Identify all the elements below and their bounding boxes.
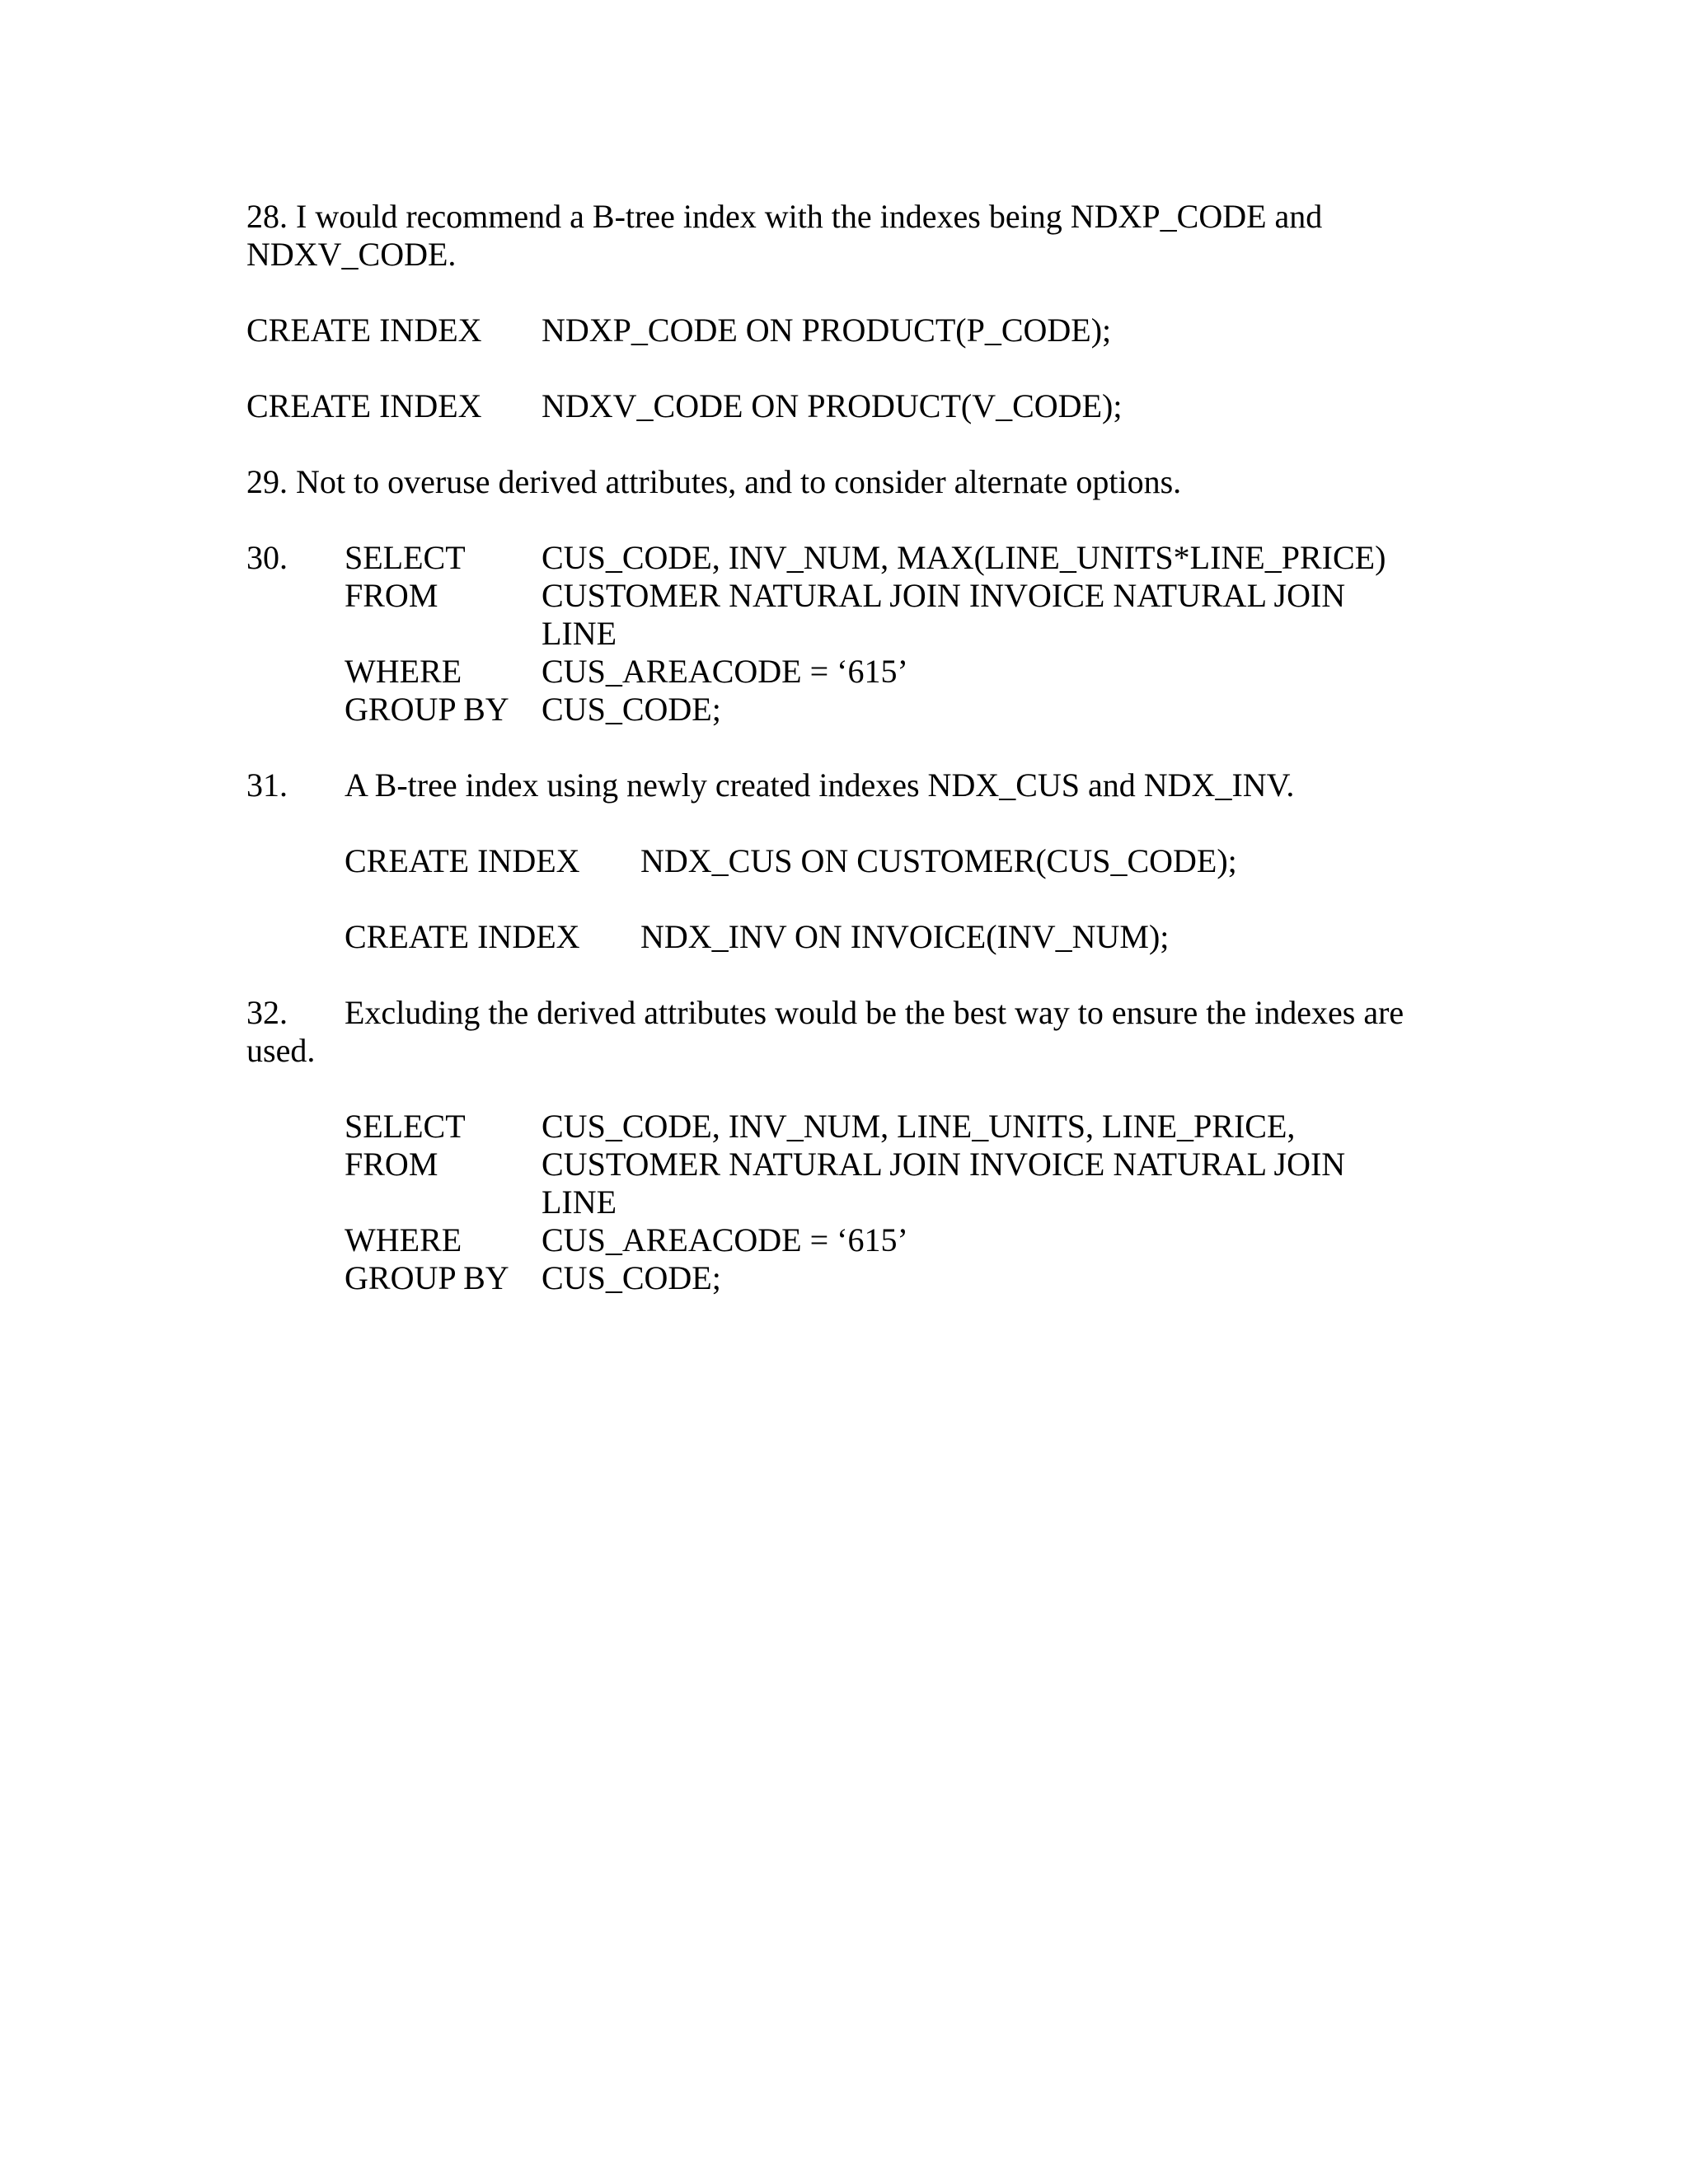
q32-number: 32.	[246, 994, 288, 1031]
q29-text: 29. Not to overuse derived attributes, and to consider alternate options.	[246, 463, 1182, 500]
q30-select-argument: CUS_CODE, INV_NUM, MAX(LINE_UNITS*LINE_PRICE)	[542, 539, 1386, 576]
q32-select-argument: CUS_CODE, INV_NUM, LINE_UNITS, LINE_PRICE,	[542, 1108, 1296, 1145]
q30-from-keyword: FROM	[345, 577, 438, 614]
q31-stmt1-keyword: CREATE INDEX	[345, 842, 580, 879]
q32-text-line2: used.	[246, 1032, 316, 1069]
q32-where-keyword: WHERE	[345, 1221, 462, 1258]
q28-text-line1: 28. I would recommend a B-tree index with the indexes being NDXP_CODE and	[246, 198, 1323, 235]
q28-text-line2: NDXV_CODE.	[246, 236, 457, 273]
q31-stmt1-argument: NDX_CUS ON CUSTOMER(CUS_CODE);	[640, 842, 1237, 879]
q28-stmt1-keyword: CREATE INDEX	[246, 312, 482, 349]
q28-stmt1-argument: NDXP_CODE ON PRODUCT(P_CODE);	[542, 312, 1112, 349]
q32-text-line1: Excluding the derived attributes would be the best way to ensure the indexes are	[345, 994, 1404, 1031]
q30-from-argument: CUSTOMER NATURAL JOIN INVOICE NATURAL JOIN	[542, 577, 1346, 614]
q32-from-keyword: FROM	[345, 1146, 438, 1183]
q30-select-keyword: SELECT	[345, 539, 466, 576]
q32-groupby-keyword: GROUP BY	[345, 1259, 509, 1296]
q30-groupby-argument: CUS_CODE;	[542, 691, 721, 728]
q30-from-argument-cont: LINE	[542, 615, 617, 652]
q30-where-keyword: WHERE	[345, 653, 462, 690]
q31-stmt2-argument: NDX_INV ON INVOICE(INV_NUM);	[640, 918, 1170, 955]
q28-stmt2-keyword: CREATE INDEX	[246, 387, 482, 424]
q30-groupby-keyword: GROUP BY	[345, 691, 509, 728]
q32-from-argument-cont: LINE	[542, 1183, 617, 1221]
q31-number: 31.	[246, 766, 288, 804]
q30-where-argument: CUS_AREACODE = ‘615’	[542, 653, 908, 690]
q32-groupby-argument: CUS_CODE;	[542, 1259, 721, 1296]
q31-stmt2-keyword: CREATE INDEX	[345, 918, 580, 955]
q31-text: A B-tree index using newly created indexes NDX_CUS and NDX_INV.	[345, 766, 1295, 804]
q28-stmt2-argument: NDXV_CODE ON PRODUCT(V_CODE);	[542, 387, 1123, 424]
q32-select-keyword: SELECT	[345, 1108, 466, 1145]
q30-number: 30.	[246, 539, 288, 576]
q32-from-argument: CUSTOMER NATURAL JOIN INVOICE NATURAL JOIN	[542, 1146, 1346, 1183]
q32-where-argument: CUS_AREACODE = ‘615’	[542, 1221, 908, 1258]
